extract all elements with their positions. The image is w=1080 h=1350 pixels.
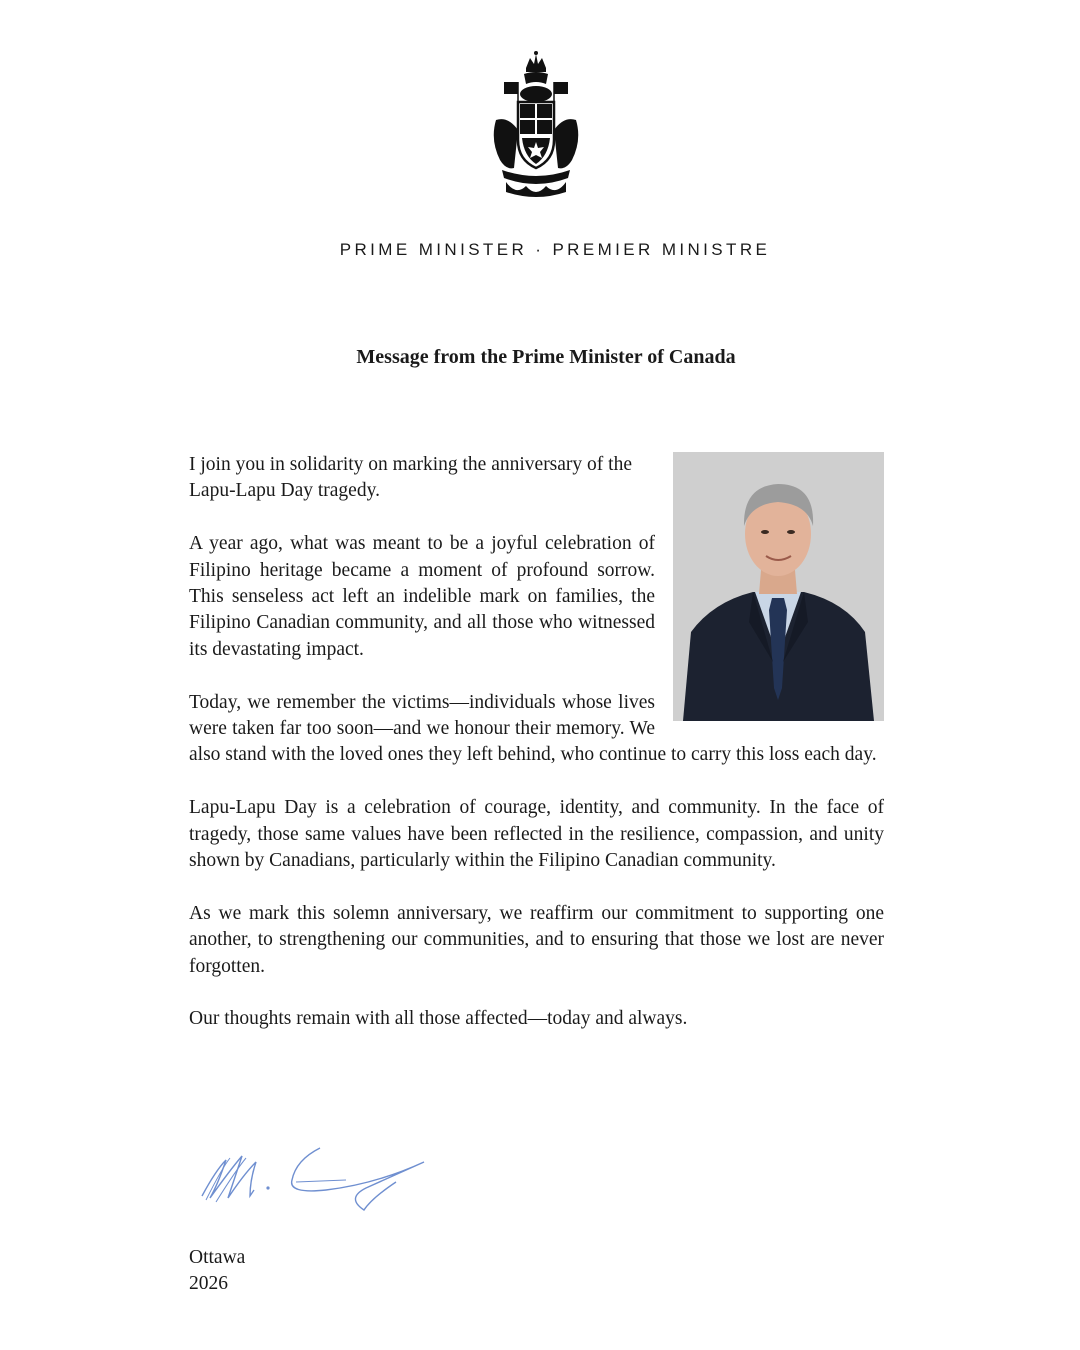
portrait-illustration <box>673 452 884 721</box>
portrait-photo <box>673 452 884 721</box>
page-title: Message from the Prime Minister of Canada <box>356 346 736 368</box>
signoff-city: Ottawa <box>189 1247 246 1268</box>
signature <box>196 1140 436 1215</box>
coat-of-arms-icon <box>486 50 586 200</box>
paragraph: Today, we remember the victims—individuals whose lives were taken far too soon—and we honour their memory. We also stand with the loved ones they left behind, who continue to carry this loss each day. <box>189 691 877 766</box>
paragraph: As we mark this solemn anniversary, we reaffirm our commitment to supporting one another, to strengthening our communities, and to ensuring that those we lost are never forgotten. <box>189 902 884 977</box>
paragraph: I join you in solidarity on marking the anniversary of the Lapu-Lapu Day tragedy. <box>189 454 632 502</box>
signoff <box>189 1245 245 1298</box>
paragraph: Lapu-Lapu Day is a celebration of courage, identity, and community. In the face of tragedy, those same values have been reflected in the resilience, compassion, and unity shown by Canadians, particularly within the Filipino Canadian community. <box>189 797 884 872</box>
paragraph: A year ago, what was meant to be a joyful celebration of Filipino heritage became a moment of profound sorrow. This senseless act left an indelible mark on families, the Filipino Canadian community, and all those who witnessed its devastating impact. <box>189 533 655 660</box>
paragraph: Our thoughts remain with all those affected—today and always. <box>189 1008 688 1030</box>
office-header: PRIME MINISTER · PREMIER MINISTRE <box>339 240 771 259</box>
message-body <box>189 452 884 1059</box>
signoff-year: 2026 <box>189 1273 228 1295</box>
